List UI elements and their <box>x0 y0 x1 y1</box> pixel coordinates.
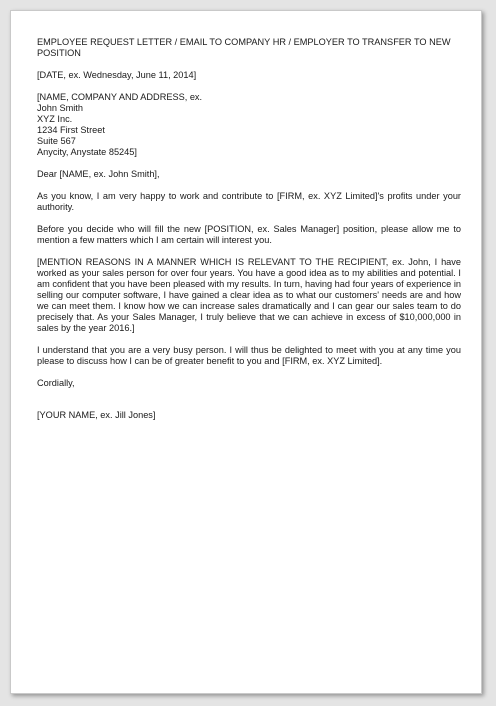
paragraph-request: Before you decide who will fill the new [POSITION, ex. Sales Manager] position, please allow me to mention a few matters which I am certain will interest you. <box>37 224 461 245</box>
address-line: Suite 567 <box>37 136 76 146</box>
address-line: XYZ Inc. <box>37 114 73 124</box>
signature: [YOUR NAME, ex. Jill Jones] <box>37 410 156 420</box>
address-line: [NAME, COMPANY AND ADDRESS, ex. <box>37 92 203 102</box>
salutation: Dear [NAME, ex. John Smith], <box>37 169 160 179</box>
address-line: Anycity, Anystate 85245] <box>37 147 137 157</box>
document-page <box>10 10 482 694</box>
letter-date: [DATE, ex. Wednesday, June 11, 2014] <box>37 70 197 80</box>
recipient-address <box>37 92 461 158</box>
paragraph-reasons: [MENTION REASONS IN A MANNER WHICH IS RELEVANT TO THE RECIPIENT, ex. John, I have worked as your sales person for over four years. You have a good idea as to my abilities and potential. I am confident that you have been pleased with my results. In turn, having had four years of experience in selling our computer software, I have gained a clear idea as to what our customers' needs are and how we can meet them. I know how we can increase sales dramatically and I can gear our sales team to do precisely that. As your Sales Manager, I truly believe that we can achieve in excess of $10,000,000 in sales by the year 2016.] <box>37 257 461 333</box>
paragraph-intro: As you know, I am very happy to work and contribute to [FIRM, ex. XYZ Limited]'s profits under your authority. <box>37 191 461 212</box>
address-line: John Smith <box>37 103 83 113</box>
paragraph-meeting: I understand that you are a very busy person. I will thus be delighted to meet with you at any time you please to discuss how I can be of greater benefit to you and [FIRM, ex. XYZ Limited]. <box>37 345 461 366</box>
address-line: 1234 First Street <box>37 125 105 135</box>
closing: Cordially, <box>37 378 75 388</box>
letter-title: EMPLOYEE REQUEST LETTER / EMAIL TO COMPANY HR / EMPLOYER TO TRANSFER TO NEW POSITION <box>37 37 451 58</box>
letter-body <box>37 37 461 421</box>
